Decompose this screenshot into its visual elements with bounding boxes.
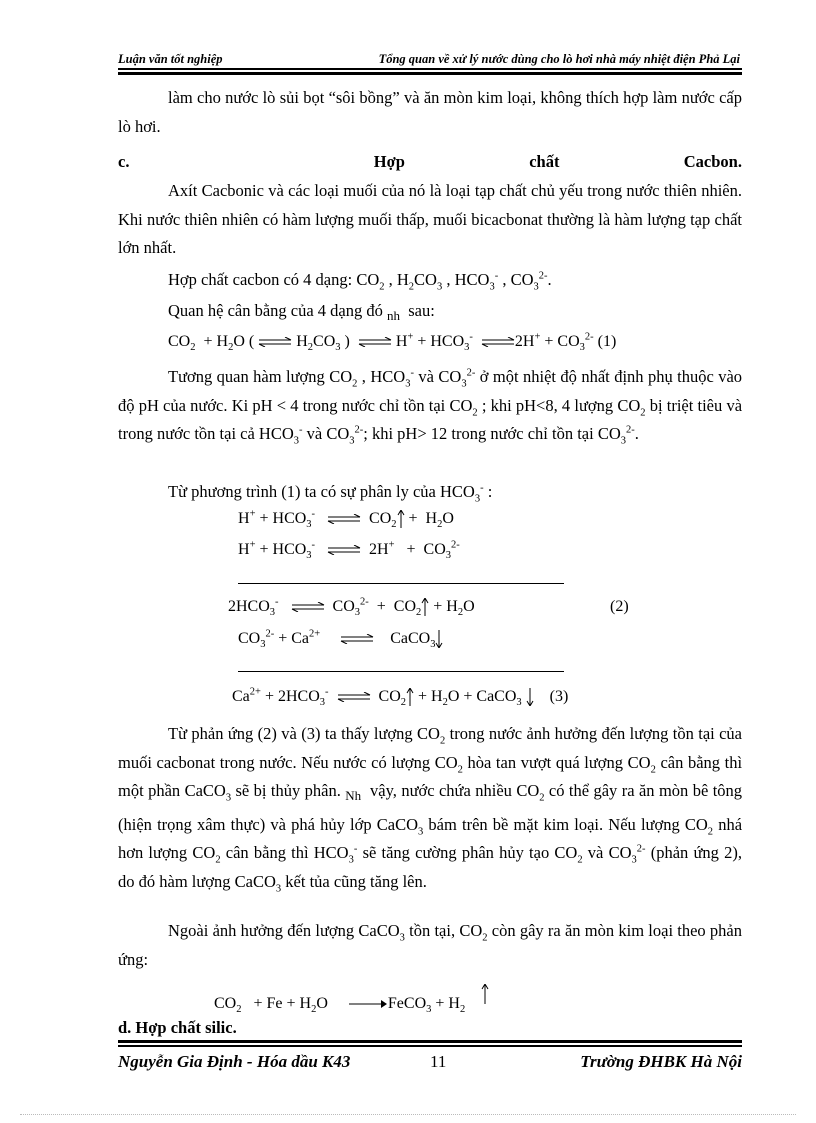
- reaction-sum-line-2: [238, 671, 564, 672]
- paragraph-equilibrium-intro: Quan hệ cân bằng của 4 dạng đó $_{nh}$ sau:: [168, 301, 435, 323]
- precipitate-down-arrow-icon: [435, 630, 443, 648]
- footer-page-number: 11: [430, 1052, 447, 1071]
- equation-1: $CO_2 + H_2O$ ( $H_2CO_3$ ) $H^+ + HCO_3^-$ $2H^+ + CO_3^{2-}$ (1): [168, 331, 617, 354]
- equilibrium-arrow-icon: [258, 337, 292, 347]
- heading-c: [118, 148, 742, 177]
- page-bottom-dotted-border: [20, 1114, 796, 1115]
- gas-up-arrow-icon: [397, 510, 405, 528]
- equilibrium-arrow-icon: [327, 545, 361, 555]
- equilibrium-arrow-icon: [340, 634, 374, 644]
- precipitate-down-arrow-icon: [526, 688, 534, 706]
- heading-c-letter: c.: [118, 152, 130, 171]
- heading-c-word2: chất: [529, 152, 560, 171]
- header-rule-thin: [118, 68, 742, 70]
- reaction-b: $H^+ + HCO_3^-$ $2H^+ + CO_3^{2-}$: [238, 539, 460, 562]
- equilibrium-arrow-icon: [327, 514, 361, 524]
- gas-up-arrow-icon: [406, 688, 414, 706]
- equilibrium-arrow-icon: [481, 337, 515, 347]
- reaction-sum-line-1: [238, 583, 564, 584]
- equation-3-number: (3): [549, 688, 569, 705]
- equilibrium-arrow-icon: [337, 692, 371, 702]
- paragraph-intro: làm cho nước lò sủi bọt “sôi bồng” và ăn mòn kim loại, không thích hợp làm nước cấp lò hơi.: [118, 88, 742, 136]
- gas-up-arrow-icon: [421, 598, 429, 616]
- gas-up-arrow-icon: [481, 984, 489, 1004]
- reaction-caco3: $CO_3^{2-} + Ca^{2+}$ CaCO$_3$: [238, 630, 443, 648]
- reaction-2: $2HCO_3^-$ $CO_3^{2-} + CO_2 + H_2O$: [228, 596, 475, 619]
- paragraph-dissociation-intro: Từ phương trình (1) ta có sự phân ly của $HCO_3^-$ :: [168, 482, 493, 505]
- header-right: Tổng quan về xử lý nước dùng cho lò hơi nhà máy nhiệt điện Phả Lại: [378, 52, 740, 66]
- reaction-3: $Ca^{2+} + 2HCO_3^-$ $CO_2 + H_2O$ + CaCO$_3$ (3): [232, 686, 569, 709]
- header-rule-thick: [118, 72, 742, 75]
- reaction-iron-corrosion: $CO_2 + Fe + H_2O$ FeCO$_3$ + $H_2$: [214, 984, 489, 1013]
- equilibrium-arrow-icon: [291, 602, 325, 612]
- heading-c-word1: Hợp: [373, 152, 405, 171]
- footer-author: Nguyễn Gia Định - Hóa dầu K43: [118, 1052, 351, 1071]
- paragraph-ph-dependence: Tương quan hàm lượng $CO_2$ , $HCO_3^-$ và $CO_3^{2-}$ ở một nhiệt độ nhất định phụ thuộc vào độ pH của nước. Ki pH < 4 trong nước chỉ tồn tại $CO_2$ ; khi pH<8, 4 lượng $CO_2$ bị triệt tiêu và trong nước tồn tại cả $HCO_3^-$ và $CO_3^{2-}$; khi pH> 12 trong nước chỉ tồn tại $CO_3^{2-}$.: [118, 367, 743, 447]
- header-left: Luận văn tốt nghiệp: [118, 52, 223, 66]
- equation-1-number: (1): [597, 333, 617, 350]
- heading-c-word3: Cacbon.: [683, 152, 742, 171]
- paragraph-corrosion: Ngoài ảnh hưởng đến lượng CaCO$_3$ tồn tại, $CO_2$ còn gây ra ăn mòn kim loại theo phản ứng:: [118, 921, 743, 969]
- reaction-a: $H^+ + HCO_3^-$ $CO_2 + H_2O$: [238, 508, 454, 531]
- equation-2-number: (2): [610, 598, 629, 615]
- footer-rule-thick: [118, 1040, 742, 1043]
- paragraph-axit-cacbonic: Axít Cacbonic và các loại muối của nó là loại tạp chất chủ yếu trong nước thiên nhiên. Khi nước thiên nhiên có hàm lượng muối thấp, muối bicacbonat thường là hàm lượng tạp chất lớn nhất.: [118, 181, 742, 257]
- heading-d: d. Hợp chất silic.: [118, 1018, 237, 1037]
- footer-school: Trường ĐHBK Hà Nội: [580, 1052, 742, 1071]
- footer-rule-thin: [118, 1045, 742, 1047]
- paragraph-co2-influence: Từ phản ứng (2) và (3) ta thấy lượng $CO_2$ trong nước ảnh hưởng đến lượng tồn tại của muối cacbonat trong nước. Nếu nước có lượng $CO_2$ hòa tan vượt quá lượng $CO_2$ cân bằng thì một phần CaCO$_3$ sẽ bị thủy phân. $_{Nh}$ vậy, nước chứa nhiều $CO_2$ có thể gây ra ăn mòn bê tông (hiện trọng xâm thực) và phá hủy lớp CaCO$_3$ bám trên bề mặt kim loại. Nếu lượng $CO_2$ nhá hơn lượng $CO_2$ cân bằng thì $HCO_3^-$ sẽ tăng cường phân hủy tạo $CO_2$ và $CO_3^{2-}$ (phản ứng 2), do đó hàm lượng CaCO$_3$ kết tủa cũng tăng lên.: [118, 724, 743, 894]
- paragraph-four-forms: Hợp chất cacbon có 4 dạng: $CO_2$ , $H_2CO_3$ , $HCO_3^-$ , $CO_3^{2-}$.: [168, 270, 552, 293]
- reaction-arrow-icon: [348, 999, 388, 1009]
- equilibrium-arrow-icon: [358, 337, 392, 347]
